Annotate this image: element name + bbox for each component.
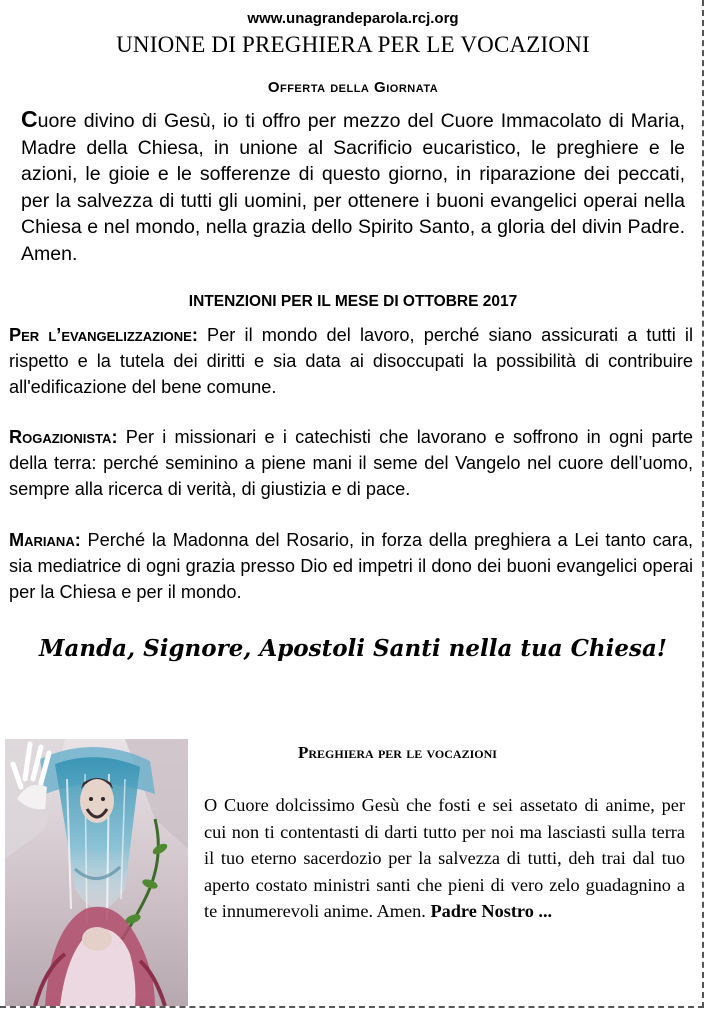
page-title: UNIONE DI PREGHIERA PER LE VOCAZIONI (116, 32, 590, 57)
motto: Manda, Signore, Apostoli Santi nella tua Chiesa! (39, 635, 667, 662)
painting-illustration (5, 739, 188, 1006)
padre-nostro: Padre Nostro ... (430, 901, 553, 922)
intention-text: Perché la Madonna del Rosario, in forza della preghiera a Lei tanto cara, sia mediatrice di ogni grazia presso Dio ed impetri il dono dei buoni evangelici operai per la Chiesa e per il mondo. (9, 530, 693, 602)
intention-mariana (9, 528, 693, 605)
intention-label: Mariana: (9, 530, 81, 550)
intention-evangelizzazione (9, 323, 693, 400)
preghiera-text (204, 792, 685, 925)
website-url[interactable]: www.unagrandeparola.rcj.org (247, 10, 459, 27)
intention-text: Per i missionari e i catechisti che lavorano e soffrono in ogni parte della terra: perché seminino a piene mani il seme del Vangelo nel cuore dell’uomo, sempre alla ricerca di verità, di giustizia e di pace. (9, 427, 693, 499)
preghiera-body-text: O Cuore dolcissimo Gesù che fosti e sei assetato di anime, per cui non ti contentasti di darti tutto per noi ma lasciasti sulla terra il tuo eterno sacerdozio per la salvezza di tutti, deh trai dal tuo aperto costato ministri santi che pieni di vero zelo guadagnino a te innumerevoli anime. Amen. (204, 795, 685, 922)
preghiera-heading: Preghiera per le vocazioni (298, 743, 497, 762)
intention-label: Per l’evangelizzazione: (9, 325, 198, 345)
offerta-body-text: uore divino di Gesù, io ti offro per mezzo del Cuore Immacolato di Maria, Madre della Chiesa, in unione al Sacrificio eucaristico, le preghiere e le azioni, le gioie e le sofferenze di questo giorno, in riparazione dei peccati, per la salvezza di tutti gli uomini, per ottenere i buoni evangelici operai nella Chiesa e nel mondo, nella grazia dello Spirito Santo, a gloria del divin Padre. Amen. (21, 110, 685, 265)
dropcap-letter: C (21, 106, 38, 132)
offerta-heading: Offerta della Giornata (267, 79, 439, 96)
intention-rogazionista (9, 425, 693, 502)
intention-label: Rogazionista: (9, 427, 118, 447)
sacred-heart-painting (5, 739, 188, 1006)
intention-text: Per il mondo del lavoro, perché siano assicurati a tutti il rispetto e la tutela dei diritti e sia data ai disoccupati la possibilità di contribuire all'edificazione del bene comune. (9, 325, 693, 397)
offerta-text (21, 106, 685, 267)
intenzioni-heading: INTENZIONI PER IL MESE DI OTTOBRE 2017 (188, 293, 518, 310)
